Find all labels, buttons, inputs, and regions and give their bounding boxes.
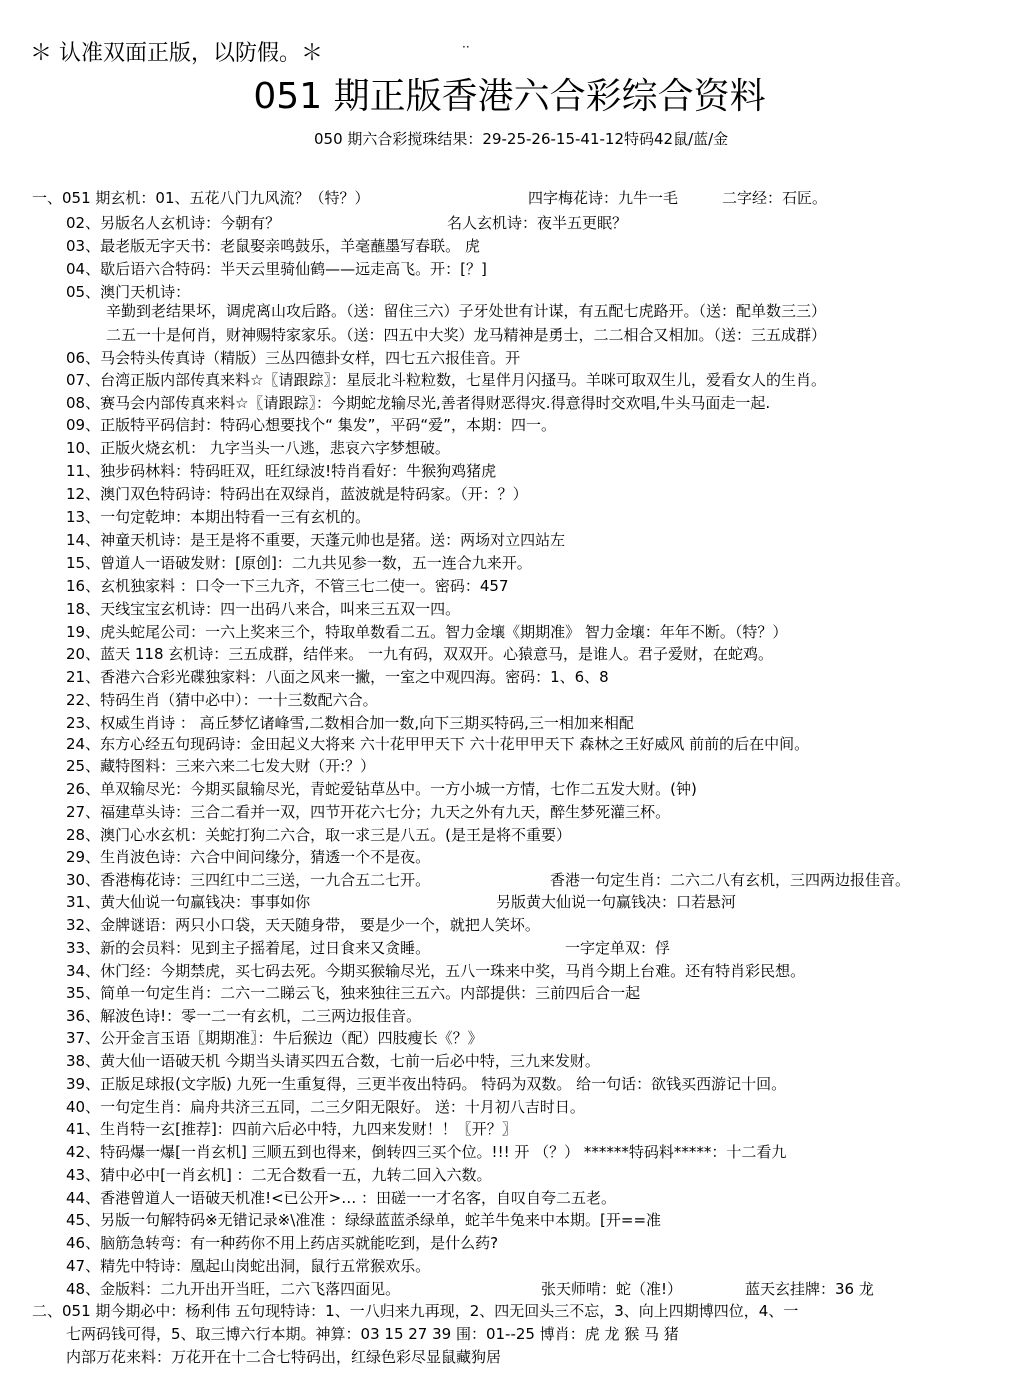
text-line	[66, 438, 450, 458]
text-line	[66, 1051, 600, 1071]
text-line	[66, 213, 628, 233]
line-segment: 19、虎头蛇尾公司：一六上奖来三个，特取单数看二五。智力金壤《期期准》 智力金壤：年年不断。（特？）	[66, 623, 788, 641]
line-segment: 14、神童天机诗：是王是将不重要，天蓬元帅也是猪。送：两场对立四站左	[66, 531, 566, 549]
line-segment: 一字定单双：俘	[565, 939, 671, 957]
line-segment: 另版黄大仙说一句赢钱决：口若悬河	[496, 893, 737, 911]
text-line	[66, 756, 375, 776]
line-segment: 42、特码爆一爆[一肖玄机] 三顺五到也得来，倒转四三买个位。!!! 开 （？） ******特码料*****：十二看九	[66, 1143, 787, 1161]
text-line	[66, 825, 571, 845]
line-segment: 48、金版料：二九开出开当旺，二六飞落四面见。	[66, 1280, 401, 1298]
line-segment: 10、正版火烧玄机： 九字当头一八逃，悲哀六字梦想破。	[66, 439, 450, 457]
line-segment: 27、福建草头诗：三合二看并一双，四节开花六七分；九天之外有九天，醉生梦死灌三杯。	[66, 803, 671, 821]
line-segment: 18、天线宝宝玄机诗：四一出码八来合，叫来三五双一四。	[66, 600, 461, 618]
text-line	[66, 622, 787, 642]
text-line	[66, 236, 480, 256]
line-segment: 31、黄大仙说一句赢钱决：事事如你	[66, 893, 311, 911]
text-line	[66, 1097, 585, 1117]
line-segment: 26、单双输尽光：今期买鼠输尽光，青蛇爱钻草丛中。一方小城一方情，七作二五发大财。(钟)	[66, 780, 697, 798]
line-segment: 39、正版足球报(文字版) 九死一生重复得，三更半夜出特码。 特码为双数。 给一句话：欲钱买西游记十回。	[66, 1075, 787, 1093]
text-line	[66, 1142, 786, 1162]
text-line	[66, 802, 670, 822]
line-segment: 四字梅花诗：九牛一毛	[528, 189, 679, 207]
text-line	[66, 1119, 517, 1139]
line-segment: 35、简单一句定生肖：二六一二睇云飞，独来独往三五六。内部提供：三前四后合一起	[66, 984, 641, 1002]
line-segment: 11、独步码林料：特码旺双，旺红绿波!特肖看好：牛猴狗鸡猪虎	[66, 462, 497, 480]
line-segment: 15、曾道人一语破发财：[原创]：二九共见参一数，五一连合九来开。	[66, 554, 532, 572]
line-segment: 47、精先中特诗：凰起山岗蛇出洞，鼠行五常猴欢乐。	[66, 1257, 431, 1275]
text-line	[106, 301, 826, 321]
line-segment: 38、黄大仙一语破天机 今期当头请买四五合数，七前一后必中特，三九来发财。	[66, 1052, 600, 1070]
text-line	[66, 507, 370, 527]
text-line	[66, 576, 509, 596]
text-line	[66, 1028, 483, 1048]
text-line	[66, 1233, 498, 1253]
text-line	[66, 1256, 430, 1276]
text-line	[66, 1279, 874, 1299]
text-line	[66, 415, 556, 435]
line-segment: 16、玄机独家料 ：口令一下三九齐，不管三七二使一。密码：457	[66, 577, 509, 595]
text-line	[66, 1165, 492, 1185]
line-segment: 08、赛马会内部传真来料☆〖请跟踪〗：今期蛇龙输尽光,善者得财恶得灾.得意得时交欢唱,牛头马面走一起.	[66, 394, 771, 412]
line-segment: 44、香港曾道人一语破天机准!<已公开>… ：田磋一一才名客，自叹自夸二五老。	[66, 1189, 617, 1207]
text-line	[66, 870, 911, 890]
line-segment: 七两码钱可得，5、取三博六行本期。神算：03 15 27 39 围：01--25 博肖：虎 龙 猴 马 猪	[66, 1325, 679, 1343]
line-segment: 45、另版一句解特码※无错记录※\准准 ：绿绿蓝蓝杀绿单，蛇羊牛兔来中本期。[开==准	[66, 1211, 662, 1229]
text-line	[66, 690, 378, 710]
line-segment: 名人玄机诗：夜半五更眠？	[447, 214, 628, 232]
text-line	[66, 370, 826, 390]
line-segment: 香港一句定生肖：二六二八有玄机，三四两边报佳音。	[550, 871, 911, 889]
line-segment: 04、歇后语六合特码：半天云里骑仙鹤——远走高飞。开：[？]	[66, 260, 487, 278]
text-line	[66, 983, 640, 1003]
line-segment: 蓝天玄挂牌：36 龙	[745, 1280, 874, 1298]
line-segment: 40、一句定生肖：扁舟共济三五同，二三夕阳无限好。 送：十月初八吉时日。	[66, 1098, 585, 1116]
text-line	[66, 1347, 501, 1367]
text-line	[32, 1301, 798, 1321]
text-line	[66, 667, 609, 687]
text-line	[66, 938, 671, 958]
line-segment: 12、澳门双色特码诗：特码出在双绿肖，蓝波就是特码家。（开：？）	[66, 485, 528, 503]
line-segment: 22、特码生肖（猜中必中）：一十三数配六合。	[66, 691, 378, 709]
line-segment: 41、生肖特一玄[推荐]：四前六后必中特，九四来发财！！〖开？〗	[66, 1120, 517, 1138]
text-line	[66, 393, 770, 413]
line-segment: 06、马会特头传真诗（精版）三丛四德卦女样，四七五六报佳音。开	[66, 349, 521, 367]
line-segment: 34、休门经：今期禁虎，买七码去死。今期买猴输尽光，五八一珠来中奖，马肖今期上台难。还有特肖彩民想。	[66, 962, 806, 980]
notice-text: ＊ 认准双面正版，以防假。＊	[30, 41, 323, 66]
line-segment: 28、澳门心水玄机：关蛇打狗二六合，取一求三是八五。(是王是将不重要）	[66, 826, 571, 844]
decorative-dots: ··	[462, 40, 470, 54]
text-line	[66, 713, 634, 733]
line-segment: 05、澳门天机诗：	[66, 283, 191, 301]
line-segment: 43、猜中必中[一肖玄机] ：二无合数看一五，九转二回入六数。	[66, 1166, 492, 1184]
text-line	[66, 779, 697, 799]
text-line	[66, 915, 540, 935]
line-segment: 32、金牌谜语：两只小口袋，天天随身带， 要是少一个，就把人笑坏。	[66, 916, 540, 934]
line-segment: 07、台湾正版内部传真来料☆〖请跟踪〗：星辰北斗粒粒数，七星伴月闪搔马。羊咪可取双生儿，爱看女人的生肖。	[66, 371, 827, 389]
line-segment: 24、东方心经五句现码诗：金田起义大将来 六十花甲甲天下 六十花甲甲天下 森林之王好威风 前前的后在中间。	[66, 735, 810, 753]
line-segment: 20、蓝天 118 玄机诗：三五成群，结伴来。 一九有码，双双开。心猿意马，是谁人。君子爱财，在蛇鸡。	[66, 645, 774, 663]
text-line	[66, 644, 773, 664]
draw-result: 050 期六合彩搅珠结果：29-25-26-15-41-12特码42鼠/蓝/金	[314, 130, 729, 148]
line-segment: 13、一句定乾坤：本期出特看一三有玄机的。	[66, 508, 371, 526]
text-line	[66, 961, 805, 981]
text-line	[66, 1324, 679, 1344]
line-segment: 02、另版名人玄机诗：今朝有？	[66, 214, 281, 232]
line-segment: 03、最老版无字天书：老鼠娶亲鸣鼓乐，羊毫蘸墨写春联。 虎	[66, 237, 480, 255]
line-segment: 张天师啃：蛇（准!）	[541, 1280, 683, 1298]
text-line	[32, 188, 828, 208]
text-line	[66, 461, 496, 481]
line-segment: 33、新的会员料：见到主子摇着尾，过日食来又贪睡。	[66, 939, 431, 957]
line-segment: 29、生肖波色诗：六合中间问缘分，猜透一个不是夜。	[66, 848, 431, 866]
text-line	[66, 1188, 616, 1208]
line-segment: 30、香港梅花诗：三四红中二三送，一九合五二七开。	[66, 871, 431, 889]
page-title: 051 期正版香港六合彩综合资料	[253, 76, 766, 117]
line-segment: 21、香港六合彩光碟独家料：八面之风来一撇，一室之中观四海。密码：1、6、8	[66, 668, 609, 686]
line-segment: 二五一十是何肖，财神赐特家家乐。（送：四五中大奖）龙马精神是勇士，二二相合又相加。（送：三五成群）	[106, 326, 827, 344]
text-line	[66, 348, 520, 368]
text-line	[66, 484, 528, 504]
line-segment: 25、藏特图料：三来六来二七发大财（开:？）	[66, 757, 376, 775]
line-segment: 辛勤到老结果坏，调虎离山攻后路。（送：留住三六）子牙处世有计谋，有五配七虎路开。（送：配单数三三）	[106, 302, 827, 320]
line-segment: 一、051 期玄机：01、五花八门九风流？（特？）	[32, 189, 370, 207]
line-segment: 37、公开金言玉语〖期期准〗：牛后猴边（配）四肢瘦长《？》	[66, 1029, 483, 1047]
text-line	[66, 734, 809, 754]
text-line	[66, 553, 532, 573]
line-segment: 二、051 期今期必中：杨利伟 五句现特诗：1、一八归来九再现，2、四无回头三不忘，3、向上四期博四位，4、一	[32, 1302, 799, 1320]
text-line	[66, 1006, 421, 1026]
text-line	[66, 1210, 661, 1230]
line-segment: 36、解波色诗!：零一二一有玄机，二三两边报佳音。	[66, 1007, 422, 1025]
text-line	[66, 892, 737, 912]
text-line	[66, 259, 487, 279]
text-line	[106, 325, 826, 345]
line-segment: 09、正版特平码信封：特码心想要找个“ 集发”，平码“爱”，本期：四一。	[66, 416, 556, 434]
text-line	[66, 1074, 786, 1094]
text-line	[66, 599, 460, 619]
text-line	[66, 282, 190, 302]
text-line	[66, 530, 565, 550]
text-line	[66, 847, 430, 867]
line-segment: 23、权威生肖诗 ： 高丘梦忆诸峰雪,二数相合加一数,向下三期买特码,三一相加来相配	[66, 714, 634, 732]
line-segment: 二字经：石匠。	[722, 189, 828, 207]
line-segment: 内部万花来料：万花开在十二合七特码出，红绿色彩尽显鼠藏狗居	[66, 1348, 502, 1366]
line-segment: 46、脑筋急转弯：有一种药你不用上药店买就能吃到，是什么药?	[66, 1234, 499, 1252]
